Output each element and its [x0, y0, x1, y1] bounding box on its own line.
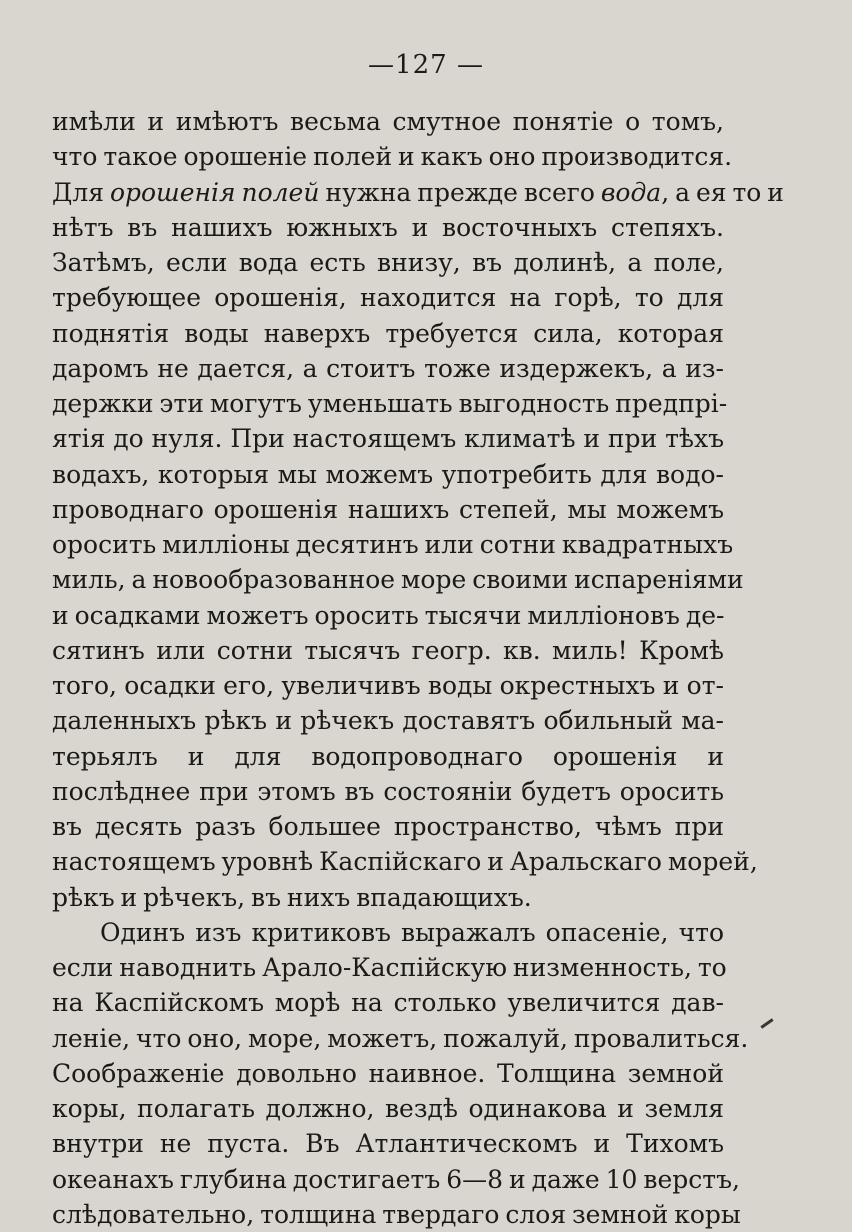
body-text [52, 104, 784, 1232]
text-line-3-italic-water: вода [600, 177, 662, 207]
text-line-20: послѣднее при этомъ въ состояніи будетъ оросить [52, 776, 724, 806]
text-line-5: Затѣмъ, если вода есть внизу, въ долинѣ, а поле, [52, 248, 724, 277]
text-line-23: рѣкъ и рѣчекъ, въ нихъ впадающихъ. [52, 882, 532, 912]
text-line-3-italic-irrigation: орошенія полей [109, 177, 320, 207]
text-line-7: поднятія воды наверхъ требуется сила, которая [52, 318, 724, 348]
text-line-29: коры, полагать должно, вездѣ одинакова и земля [52, 1094, 724, 1123]
text-line-4: нѣтъ въ нашихъ южныхъ и восточныхъ степяхъ. [52, 212, 724, 242]
text-line-18: даленныхъ рѣкъ и рѣчекъ доставятъ обильный ма- [52, 706, 724, 736]
text-line-12: проводнаго орошенія нашихъ степей, мы можемъ [52, 494, 724, 524]
text-line-24: Одинъ изъ критиковъ выражалъ опасеніе, что [100, 917, 724, 947]
text-line-22: настоящемъ уровнѣ Каспійскаго и Аральскаго морей, [52, 847, 758, 877]
text-line-3-part-e: , а ея то и [661, 177, 784, 207]
text-line-14: миль, а новообразованное море своими испареніями [52, 565, 744, 595]
text-line-31: океанахъ глубина достигаетъ 6—8 и даже 10 верстъ, [52, 1164, 740, 1194]
text-line-6: требующее орошенія, находится на горѣ, то для [52, 283, 724, 313]
text-line-13: оросить милліоны десятинъ или сотни квадратныхъ [52, 530, 734, 559]
text-line-30: внутри не пуста. Въ Атлантическомъ и Тихомъ [52, 1129, 724, 1159]
text-line-11: водахъ, которыя мы можемъ употребить для водо- [52, 459, 724, 489]
text-line-16: сятинъ или сотни тысячъ геогр. кв. миль! Кромѣ [52, 635, 724, 665]
text-line-3 [52, 175, 784, 210]
text-line-26: на Каспійскомъ морѣ на столько увеличится дав- [52, 988, 724, 1018]
text-line-10: ятія до нуля. При настоящемъ климатѣ и при тѣхъ [52, 424, 724, 454]
text-line-8: даромъ не дается, а стоитъ тоже издержекъ, а из- [52, 353, 724, 383]
text-line-3-part-a: Для [52, 177, 110, 207]
text-line-28: Соображеніе довольно наивное. Толщина земной [52, 1058, 724, 1088]
page-number: —127 — [368, 50, 484, 80]
text-line-25: если наводнить Арало-Каспійскую низменность, то [52, 953, 727, 982]
text-line-27: леніе, что оно, море, можетъ, пожалуй, провалиться. [52, 1023, 749, 1053]
text-line-21: въ десять разъ большее пространство, чѣмъ при [52, 812, 724, 841]
text-line-1: имѣли и имѣютъ весьма смутное понятіе о томъ, [52, 107, 724, 136]
text-line-32: слѣдовательно, толщина твердаго слоя земной коры [52, 1199, 741, 1229]
text-line-2: что такое орошеніе полей и какъ оно производится. [52, 142, 733, 172]
text-line-3-part-c: нужна прежде всего [319, 177, 601, 207]
text-line-17: того, осадки его, увеличивъ воды окрестныхъ и от- [52, 671, 724, 700]
text-line-15: и осадками можетъ оросить тысячи милліоновъ де- [52, 600, 725, 630]
text-line-19: терьялъ и для водопроводнаго орошенія и [52, 741, 724, 771]
margin-pencil-mark [760, 1018, 773, 1028]
text-line-9: держки эти могутъ уменьшать выгодность предпрі- [52, 389, 728, 418]
